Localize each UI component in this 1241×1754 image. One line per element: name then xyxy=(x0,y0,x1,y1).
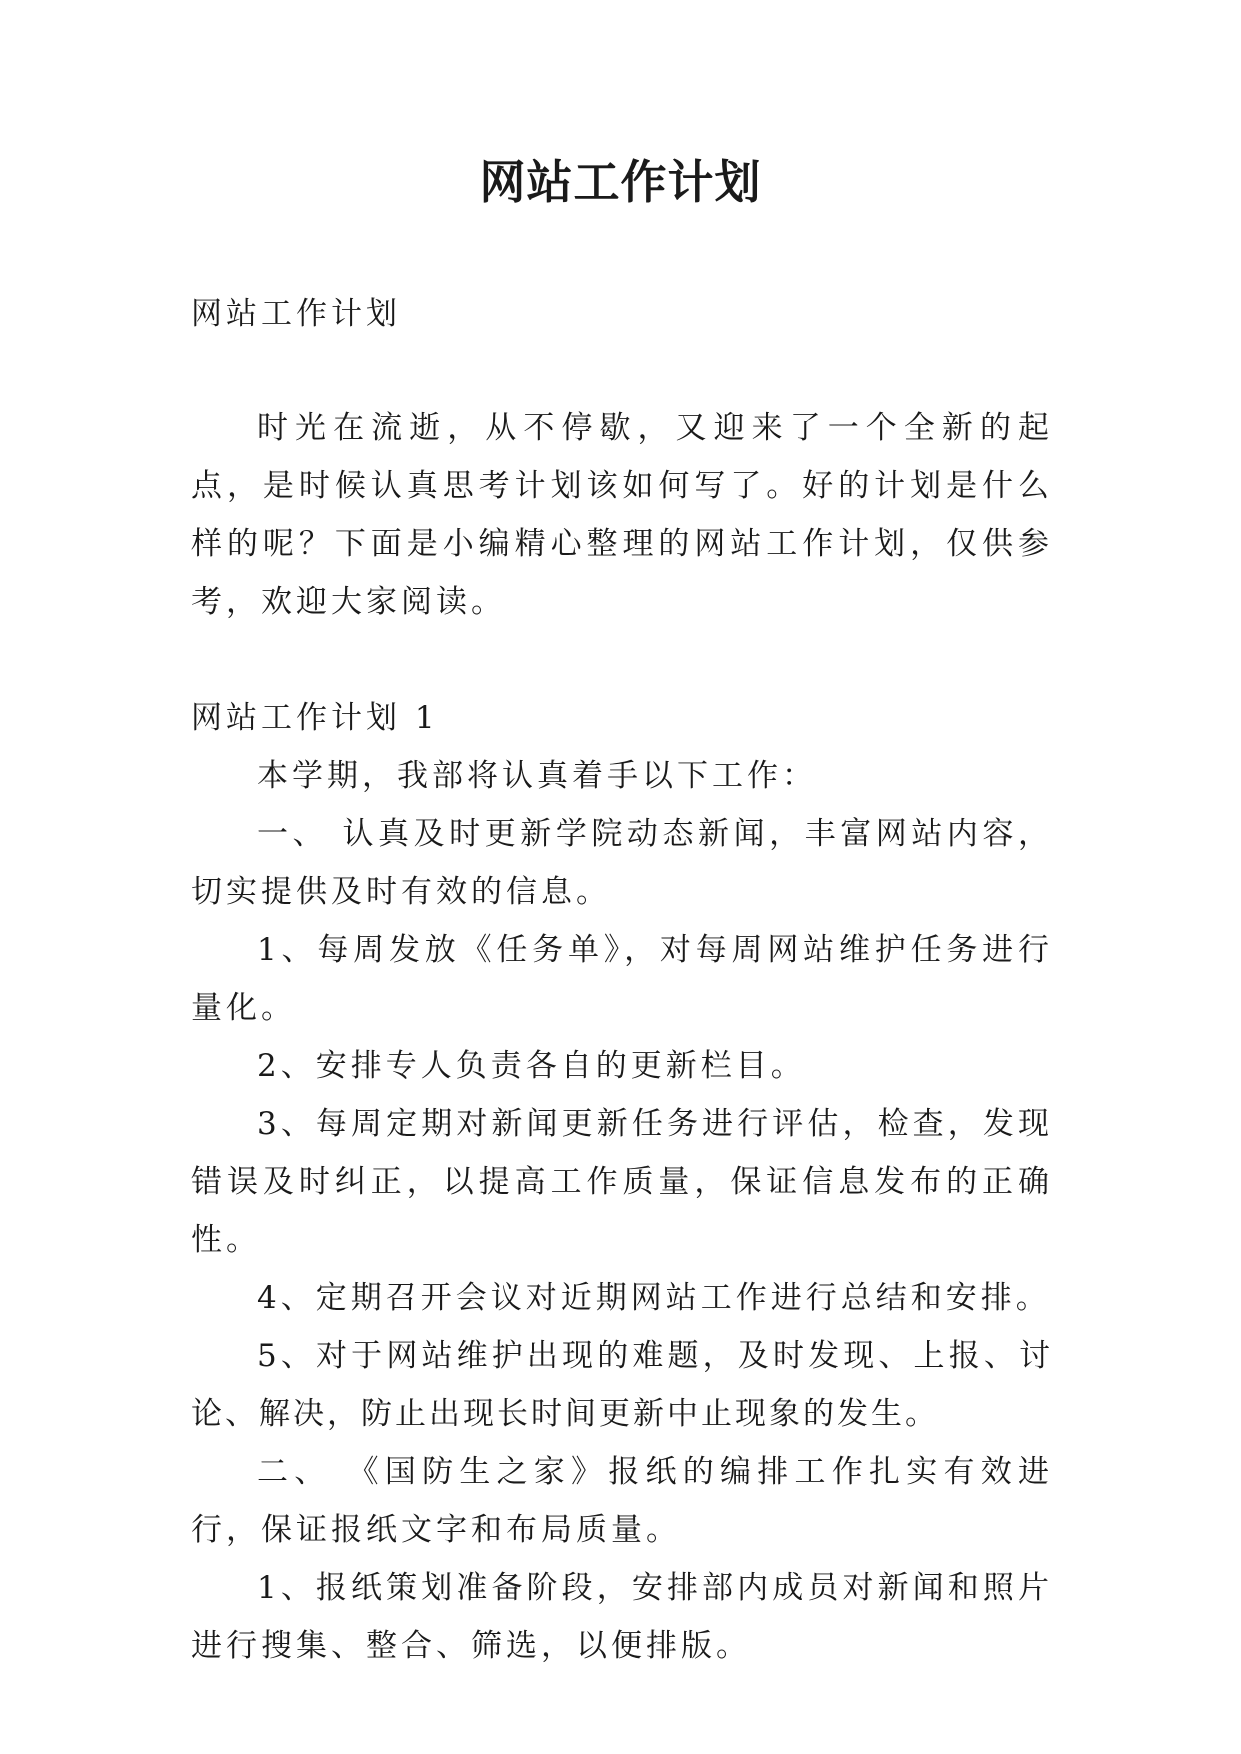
paragraph-item-1: 一、 认真及时更新学院动态新闻，丰富网站内容，切实提供及时有效的信息。 xyxy=(191,816,1053,910)
document-subtitle: 网站工作计划 xyxy=(191,296,401,332)
paragraph-subitem-5: 5、对于网站维护出现的难题，及时发现、上报、讨论、解决，防止出现长时间更新中止现象的发生。 xyxy=(191,1338,1053,1432)
paragraph-item-2-subitem-1: 1、报纸策划准备阶段，安排部内成员对新闻和照片进行搜集、整合、筛选，以便排版。 xyxy=(191,1570,1053,1664)
intro-paragraph: 时光在流逝，从不停歇，又迎来了一个全新的起点，是时候认真思考计划该如何写了。好的计划是什么样的呢？下面是小编精心整理的网站工作计划，仅供参考，欢迎大家阅读。 xyxy=(191,410,1053,620)
section-heading: 网站工作计划 1 xyxy=(191,700,439,736)
paragraph-item-2: 二、 《国防生之家》报纸的编排工作扎实有效进行，保证报纸文字和布局质量。 xyxy=(191,1454,1053,1548)
paragraph-subitem-4: 4、定期召开会议对近期网站工作进行总结和安排。 xyxy=(257,1280,1051,1316)
document-title: 网站工作计划 xyxy=(479,155,762,209)
paragraph-subitem-3: 3、每周定期对新闻更新任务进行评估，检查，发现错误及时纠正，以提高工作质量，保证信息发布的正确性。 xyxy=(191,1106,1053,1258)
paragraph-subitem-2: 2、安排专人负责各自的更新栏目。 xyxy=(257,1048,806,1084)
paragraph-intro-plan: 本学期，我部将认真着手以下工作： xyxy=(257,758,817,794)
paragraph-subitem-1: 1、每周发放《任务单》，对每周网站维护任务进行量化。 xyxy=(191,932,1053,1026)
document-body xyxy=(191,285,1053,1675)
